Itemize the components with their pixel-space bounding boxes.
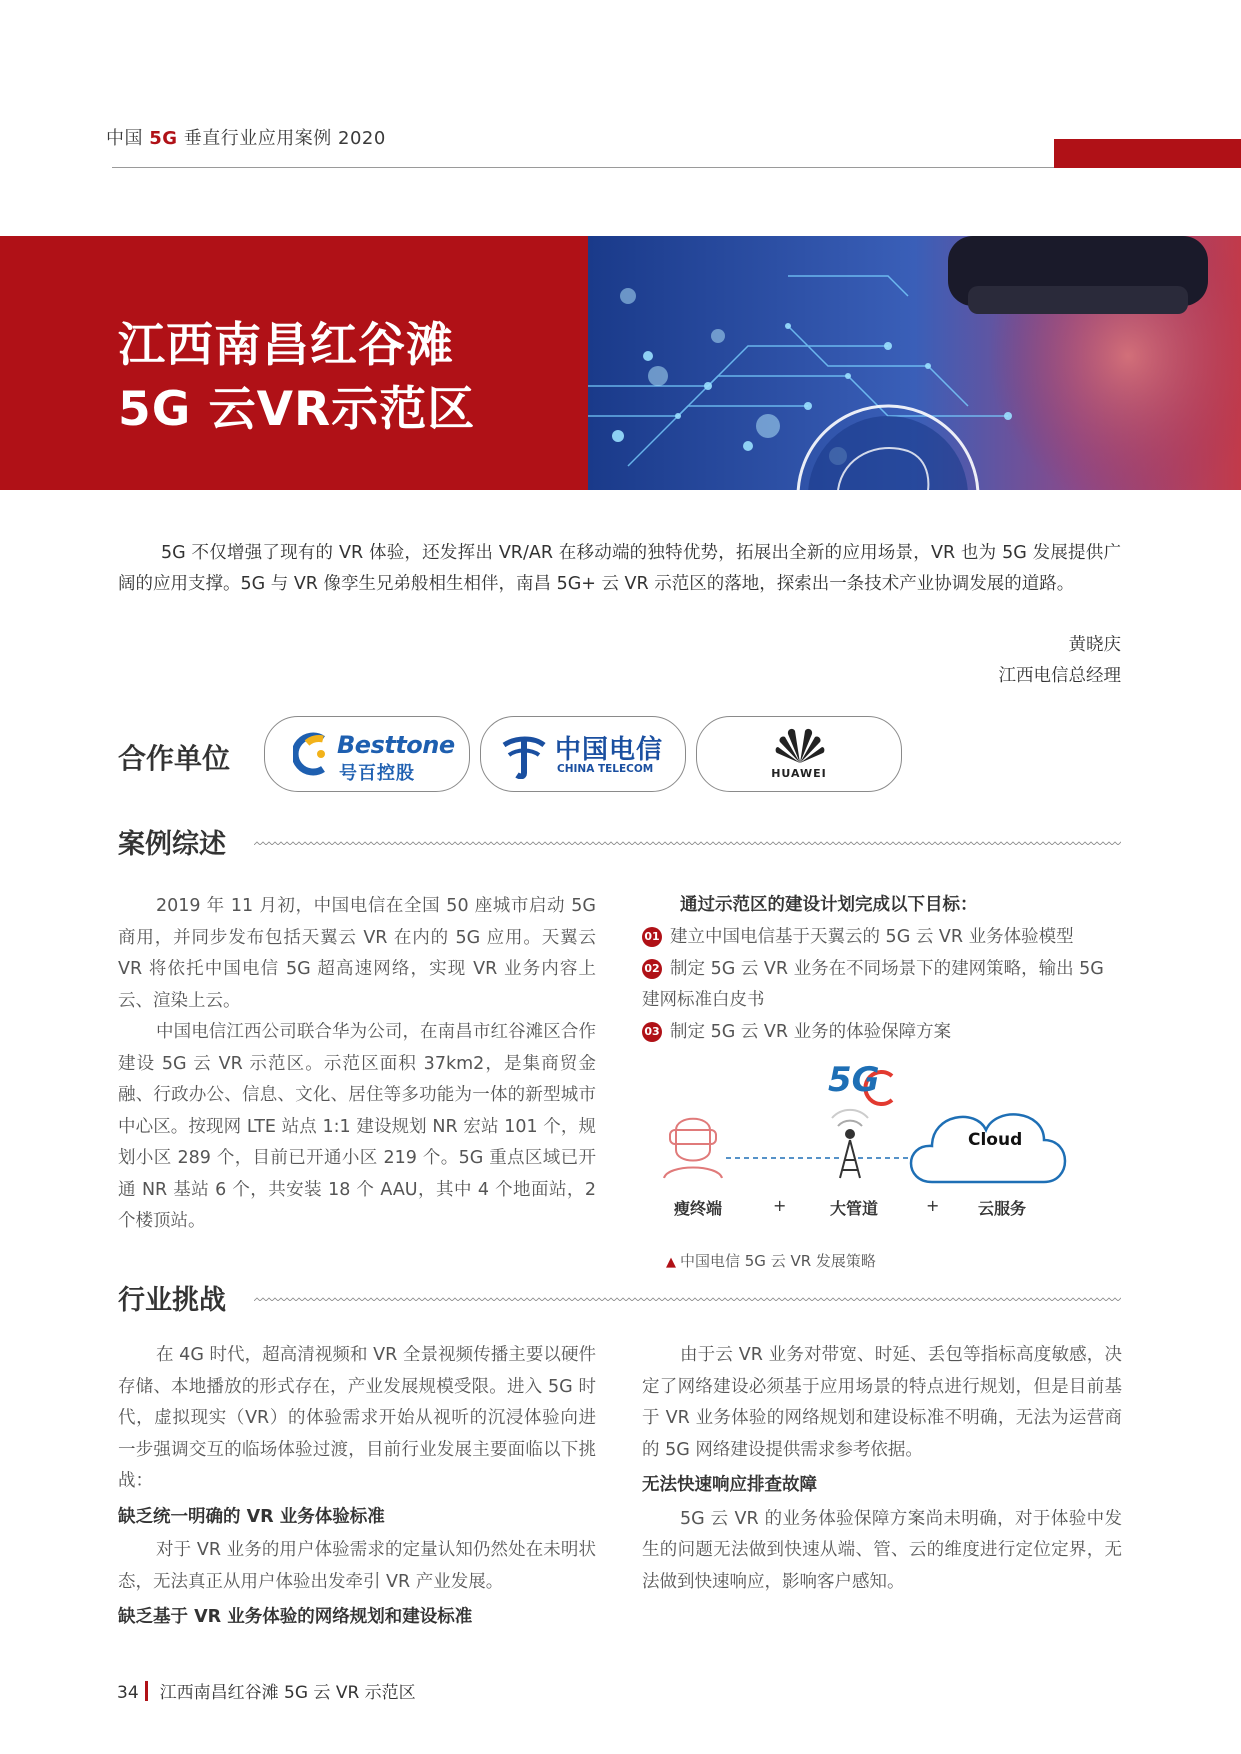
diagram-caption: ▲ 中国电信 5G 云 VR 发展策略 xyxy=(666,1252,876,1270)
header-rule xyxy=(112,167,1056,168)
section-title-overview: 案例综述 xyxy=(118,829,226,860)
challenge-left-column xyxy=(118,1340,596,1634)
thin-terminal-label: 瘦终端 xyxy=(674,1199,723,1218)
goal-number: 01 xyxy=(642,927,662,947)
goal-item: 01 建立中国电信基于天翼云的 5G 云 VR 业务体验模型 xyxy=(642,922,1122,954)
cell-tower-icon xyxy=(832,1110,868,1178)
overview-paragraph: 中国电信江西公司联合华为公司，在南昌市红谷滩区合作建设 5G 云 VR 示范区。示范区面积 37km2，是集商贸金融、行政办公、信息、文化、居住等多功能为一体的新型城市中心区。按现网 LTE 站点 1:1 建设规划 NR 宏站 101 个，规划小区 289 个，目前已开通小区 219 个。5G 重点区域已开通 NR 基站 6 个，共安装 18 个 AAU，其中 4 个地面站，2 个楼顶站。 xyxy=(118,1022,596,1231)
section-title-challenge: 行业挑战 xyxy=(118,1285,226,1316)
goal-item: 02 制定 5G 云 VR 业务在不同场景下的建网策略，输出 5G 建网标准白皮书 xyxy=(642,958,1104,1010)
goal-item: 03 制定 5G 云 VR 业务的体验保障方案 xyxy=(642,1017,1122,1049)
plus-sign: + xyxy=(773,1196,787,1215)
page-number: 34 xyxy=(117,1683,139,1703)
footer-divider xyxy=(145,1681,148,1701)
plus-sign: + xyxy=(926,1196,940,1215)
huawei-name: HUAWEI xyxy=(771,767,827,780)
challenge-paragraph: 由于云 VR 业务对带宽、时延、丢包等指标高度敏感，决定了网络建设必须基于应用场景的特点进行规划，但是目前基于 VR 业务体验的网络规划和建设标准不明确，无法为运营商的 5G 网络建设提供需求参考依据。 xyxy=(642,1345,1122,1460)
challenge-paragraph: 对于 VR 业务的用户体验需求的定量认知仍然处在未明状态，无法真正从用户体验出发牵引 VR 产业发展。 xyxy=(118,1540,596,1592)
challenge-paragraph: 5G 云 VR 的业务体验保障方案尚未明确，对于体验中发生的问题无法做到快速从端、管、云的维度进行定位定界，无法做到快速响应，影响客户感知。 xyxy=(642,1508,1122,1592)
header-accent-bar xyxy=(1054,139,1241,168)
running-header-5g: 5G xyxy=(149,128,178,149)
intro-quote: 5G 不仅增强了现有的 VR 体验，还发挥出 VR/AR 在移动端的独特优势，拓展出全新的应用场景，VR 也为 5G 发展提供广阔的应用支撑。5G 与 VR 像孪生兄弟般相生相伴，南昌 5G+ 云 VR 示范区的落地，探索出一条技术产业协调发展的道路。 xyxy=(118,543,1121,594)
vr-headset-photo-illustration xyxy=(588,236,1241,490)
running-header: 中国 5G 垂直行业应用案例 2020 xyxy=(106,128,386,149)
huawei-logo-icon xyxy=(775,725,825,765)
overview-paragraph: 2019 年 11 月初，中国电信在全国 50 座城市启动 5G 商用，并同步发布包括天翼云 VR 在内的 5G 应用。天翼云 VR 将依托中国电信 5G 超高速网络，实现 VR 业务内容上云、渲染上云。 xyxy=(118,896,596,1011)
page-title-line2: 5G 云VR示范区 xyxy=(118,382,476,437)
cloud-label: Cloud xyxy=(968,1130,1023,1150)
partner-china-telecom xyxy=(480,716,686,792)
intro-author-title: 江西电信总经理 xyxy=(998,666,1121,686)
section-divider xyxy=(254,1291,1121,1301)
china-telecom-cn-name: 中国电信 xyxy=(555,735,664,765)
china-telecom-logo-icon xyxy=(501,731,547,779)
partners-label: 合作单位 xyxy=(118,742,231,775)
vr-user-icon xyxy=(664,1119,722,1178)
5g-logo-text: 5G xyxy=(828,1060,880,1100)
goal-number: 02 xyxy=(642,959,662,979)
section-divider xyxy=(254,835,1121,845)
challenge-subheading: 缺乏基于 VR 业务体验的网络规划和建设标准 xyxy=(118,1607,473,1627)
besttone-logo-icon xyxy=(293,731,333,777)
partner-besttone xyxy=(264,716,470,792)
page-footer xyxy=(117,1678,416,1703)
challenge-right-column xyxy=(642,1340,1122,1598)
strategy-diagram xyxy=(642,1060,1122,1240)
challenge-paragraph: 在 4G 时代，超高清视频和 VR 全景视频传播主要以硬件存储、本地播放的形式存在，产业发展规模受限。进入 5G 时代，虚拟现实（VR）的体验需求开始从视听的沉浸体验向进一步强调交互的临场体验过渡，目前行业发展主要面临以下挑战： xyxy=(118,1345,596,1491)
intro-author: 黄晓庆 xyxy=(1068,635,1121,655)
overview-left-column xyxy=(118,891,596,1238)
partner-huawei xyxy=(696,716,902,792)
besttone-name: Besttone xyxy=(337,731,455,759)
challenge-subheading: 缺乏统一明确的 VR 业务体验标准 xyxy=(118,1506,385,1527)
footer-title: 江西南昌红谷滩 5G 云 VR 示范区 xyxy=(159,1683,416,1703)
page-title xyxy=(118,314,475,442)
cloud-service-label: 云服务 xyxy=(978,1199,1027,1218)
overview-goals xyxy=(642,892,1122,1048)
caption-chevron-icon: ▲ xyxy=(666,1255,676,1270)
page-title-line1: 江西南昌红谷滩 xyxy=(118,318,454,373)
goal-number: 03 xyxy=(642,1022,662,1042)
challenge-subheading: 无法快速响应排查故障 xyxy=(642,1475,817,1495)
hero-vr-image xyxy=(588,236,1241,490)
big-pipe-label: 大管道 xyxy=(830,1199,879,1218)
besttone-cn-name: 号百控股 xyxy=(339,763,415,784)
china-telecom-en-name: CHINA TELECOM xyxy=(557,763,654,775)
goals-heading: 通过示范区的建设计划完成以下目标： xyxy=(680,895,978,915)
